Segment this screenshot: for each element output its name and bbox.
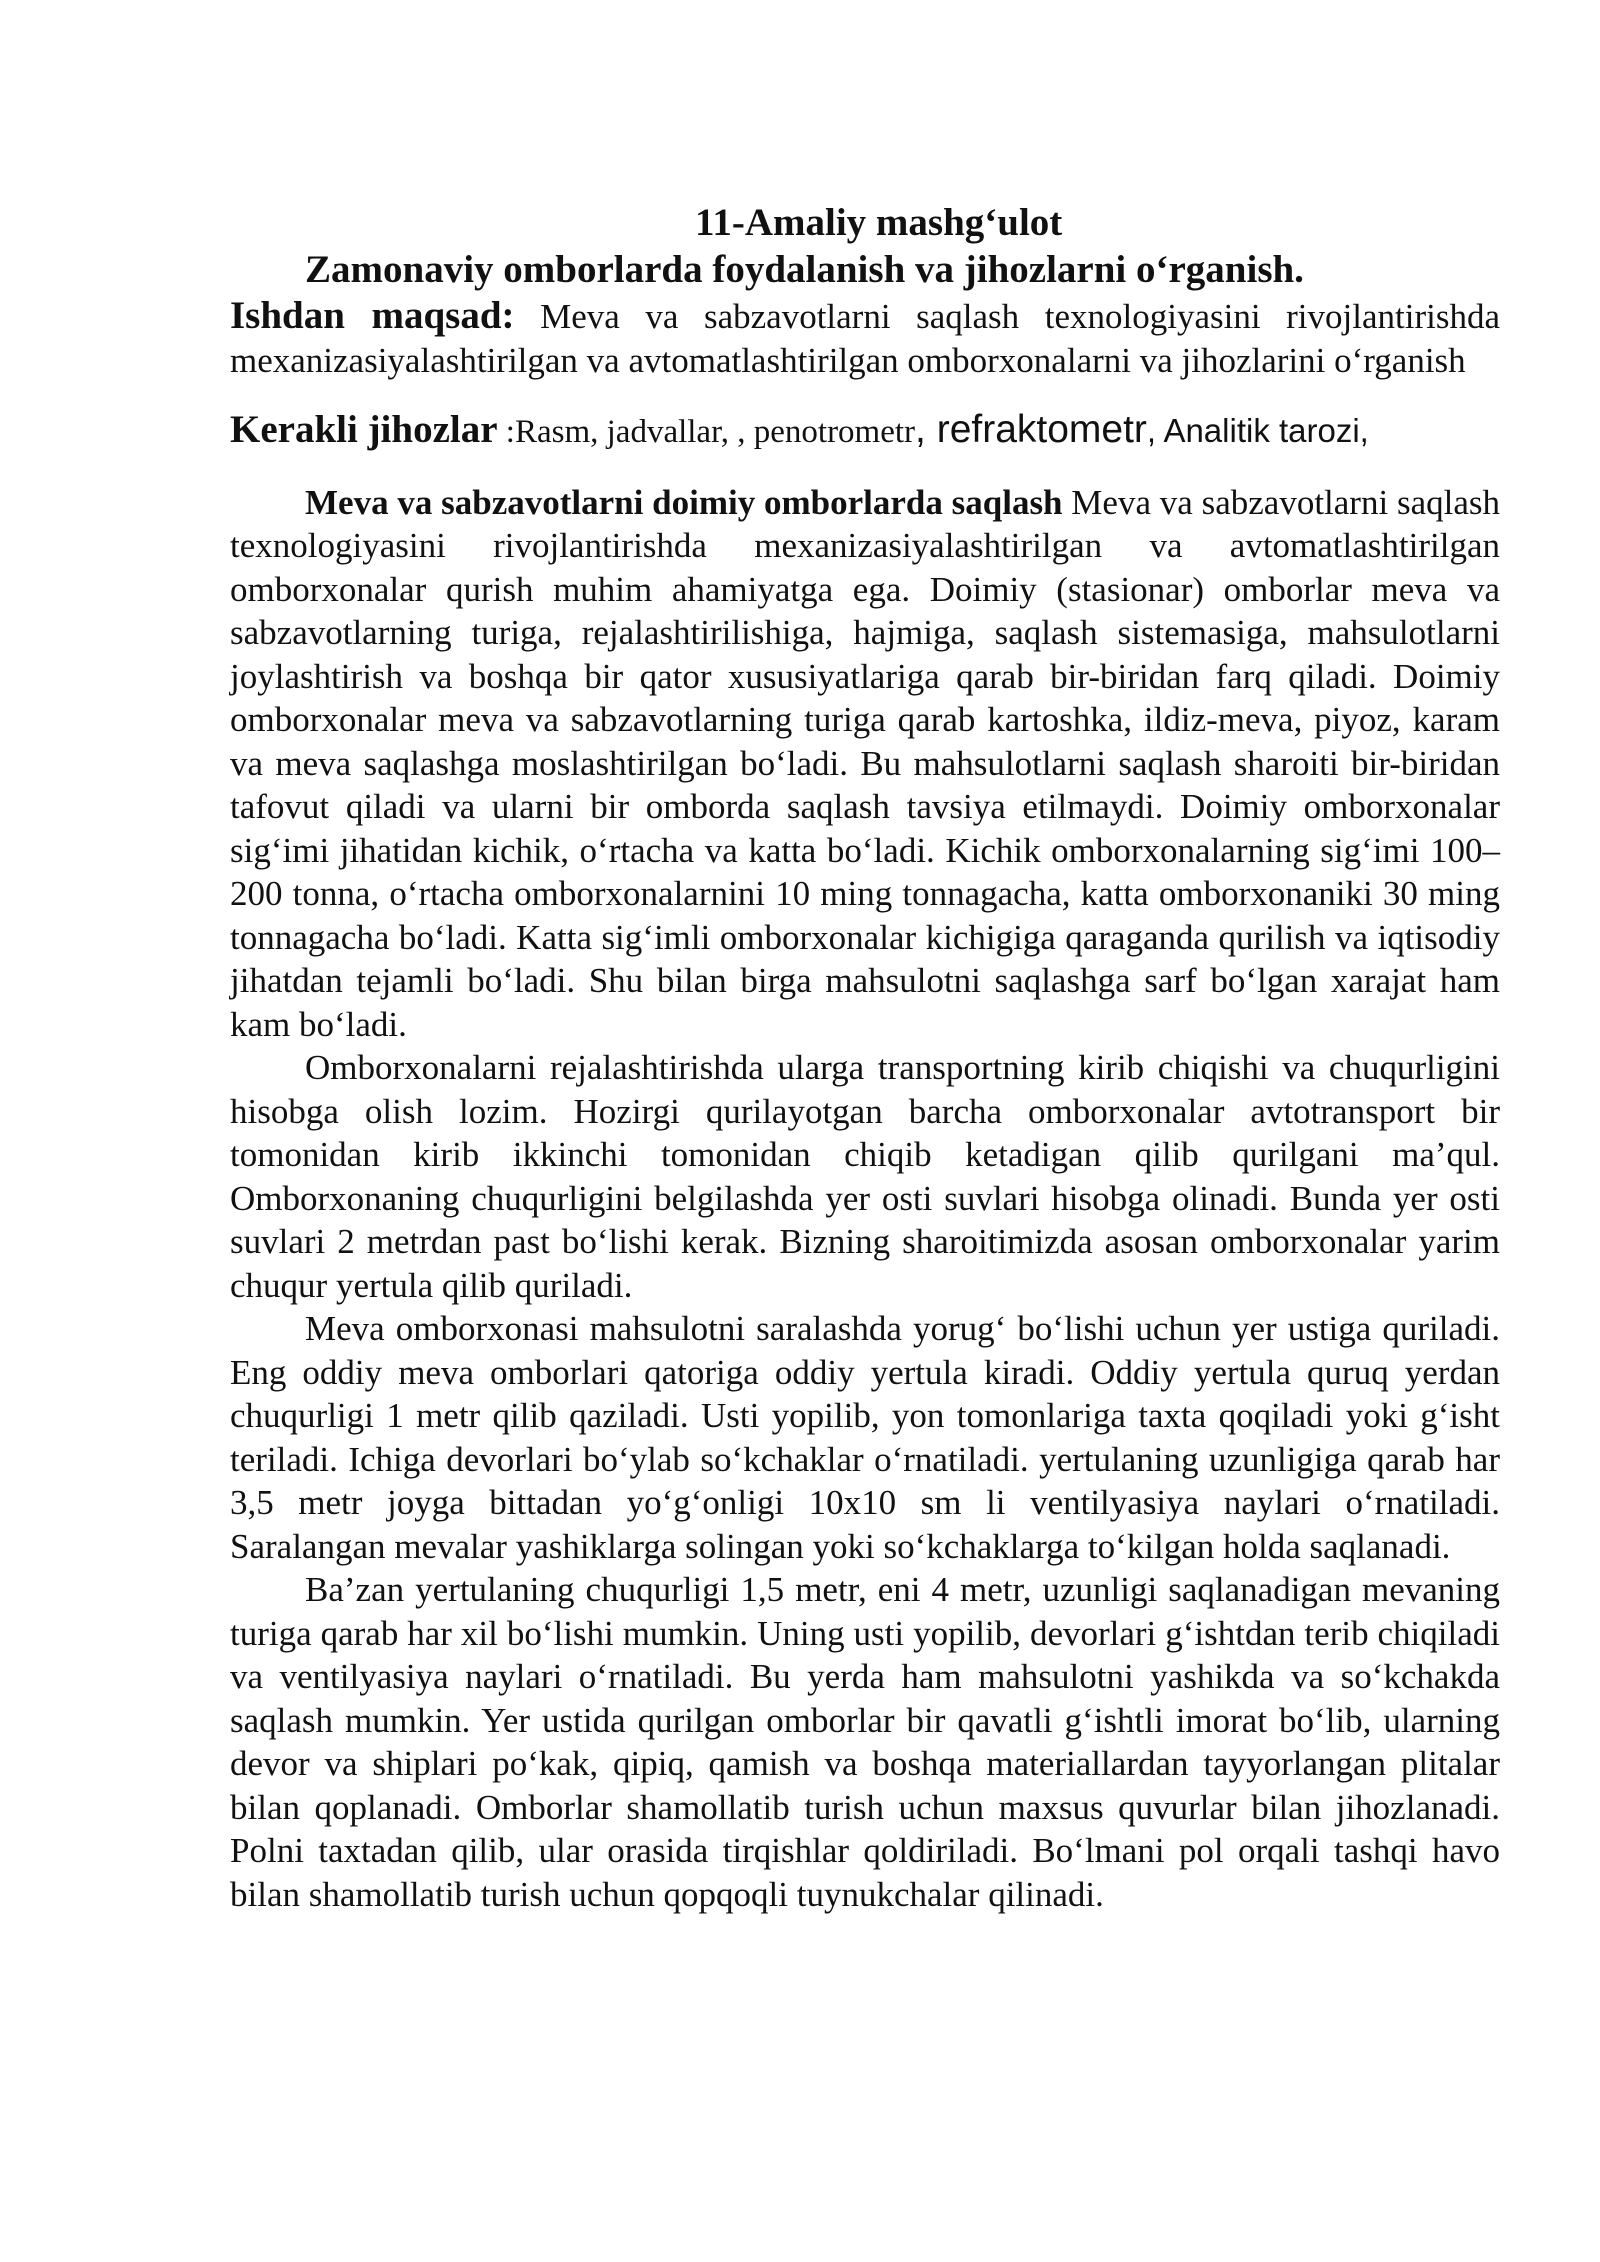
body-paragraph-2: Omborxonalarni rejalashtirishda ularga transportning kirib chiqishi va chuqurligini hisobga olish lozim. Hozirgi qurilayotgan barcha omborxonalar avtotransport bir tomonidan kirib ikkinchi tomonidan chiqib ketadigan qilib qurilgani ma’qul. Omborxonaning chuqurligini belgilashda yer osti suvlari hisobga olinadi. Bunda yer osti suvlari 2 metrdan past bo‘lishi kerak. Bizning sharoitimizda asosan omborxonalar yarim chuqur yertula qilib quriladi.: [230, 1048, 1500, 1305]
equipment-part3: , Analitik tarozi,: [1146, 412, 1369, 449]
body-paragraph-4: Ba’zan yertulaning chuqurligi 1,5 metr, eni 4 metr, uzunligi saqlanadigan mevaning turiga qarab har xil bo‘lishi mumkin. Uning usti yopilib, devorlari g‘ishtdan terib chiqiladi va ventilyasiya naylari o‘rnatiladi. Bu yerda ham mahsulotni yashikda va so‘kchakda saqlash mumkin. Yer ustida qurilgan omborlar bir qavatli g‘ishtli imorat bo‘lib, ularning devor va shiplari po‘kak, qipiq, qamish va boshqa materiallardan tayyorlangan plitalar bilan qoplanadi. Omborlar shamollatib turish uchun maxsus quvurlar bilan jihozlanadi. Polni taxtadan qilib, ular orasida tirqishlar qoldiriladi. Bo‘lmani pol orqali tashqi havo bilan shamollatib turish uchun qopqoqli tuynukchalar qilinadi.: [230, 1570, 1500, 1914]
body-paragraph-3: Meva omborxonasi mahsulotni saralashda yorug‘ bo‘lishi uchun yer ustiga quriladi. Eng oddiy meva omborlari qatoriga oddiy yertula kiradi. Oddiy yertula quruq yerdan chuqurligi 1 metr qilib qaziladi. Usti yopilib, yon tomonlariga taxta qoqiladi yoki g‘isht teriladi. Ichiga devorlari bo‘ylab so‘kchaklar o‘rnatiladi. yertulaning uzunligiga qarab har 3,5 metr joyga bittadan yo‘g‘onligi 10x10 sm li ventilyasiya naylari o‘rnatiladi. Saralangan mevalar yashiklarga solingan yoki so‘kchaklarga to‘kilgan holda saqlanadi.: [230, 1309, 1500, 1566]
goal-text: Meva va sabzavotlarni saqlash texnologiyasini rivojlantirishda mexanizasiyalashtirilgan va avtomatlashtirilgan omborxonalarni va jihozlarini o‘rganish: [230, 297, 1500, 380]
equipment-label: Kerakli jihozlar: [230, 408, 498, 451]
equipment-part1: :Rasm, jadvallar, , penotrometr: [497, 414, 916, 450]
section-heading: Meva va sabzavotlarni doimiy omborlarda saqlash: [305, 482, 1063, 522]
body-paragraph-1: [230, 481, 1500, 1047]
document-subtitle: Zamonaviy omborlarda foydalanish va jihozlarni o‘rganish.: [305, 248, 1304, 291]
equipment-part2: , refraktometr: [915, 408, 1147, 451]
goal-paragraph: [230, 294, 1500, 382]
paragraph-text-1: Meva va sabzavotlarni saqlash texnologiyasini rivojlantirishda mexanizasiyalashtirilgan va avtomatlashtirilgan omborxonalar qurish muhim ahamiyatga ega. Doimiy (stasionar) omborlar meva va sabzavotlarning turiga, rejalashtirilishiga, hajmiga, saqlash sistemasiga, mahsulotlarni joylashtirish va boshqa bir qator xususiyatlariga qarab bir-biridan farq qiladi. Doimiy omborxonalar meva va sabzavotlarning turiga qarab kartoshka, ildiz-meva, piyoz, karam va meva saqlashga moslashtirilgan bo‘ladi. Bu mahsulotlarni saqlash sharoiti bir-biridan tafovut qiladi va ularni bir omborda saqlash tavsiya etilmaydi. Doimiy omborxonalar sig‘imi jihatidan kichik, o‘rtacha va katta bo‘ladi. Kichik omborxonalarning sig‘imi 100–200 tonna, o‘rtacha omborxonalarnini 10 ming tonnagacha, katta omborxonaniki 30 ming tonnagacha bo‘ladi. Katta sig‘imli omborxonalar kichigiga qaraganda qurilish va iqtisodiy jihatdan tejamli bo‘ladi. Shu bilan birga mahsulotni saqlashga sarf bo‘lgan xarajat ham kam bo‘ladi.: [230, 482, 1500, 1044]
document-title: 11-Amaliy mashg‘ulot: [695, 201, 1063, 244]
goal-label: Ishdan maqsad:: [230, 294, 515, 337]
equipment-line: [230, 408, 1500, 455]
document-page: [230, 200, 1500, 1916]
